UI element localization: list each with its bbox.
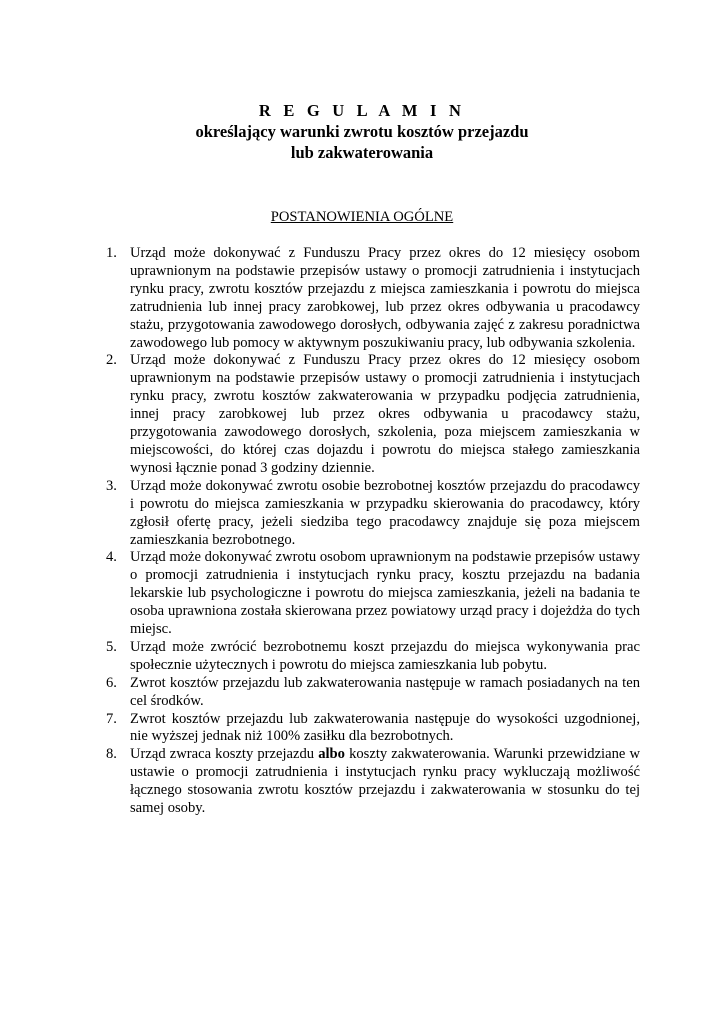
document-subtitle-line-1: określający warunki zwrotu kosztów przejazdu: [195, 122, 529, 141]
list-item: [106, 675, 640, 711]
list-item-text: [130, 746, 640, 818]
list-item-text: Urząd może dokonywać z Funduszu Pracy przez okres do 12 miesięcy osobom uprawnionym na podstawie przepisów ustawy o promocji zatrudnienia i instytucjach rynku pracy, zwrotu kosztów zakwaterowania w przypadku podjęcia zatrudnienia, innej pracy zarobkowej lub przez okres odbywania u pracodawcy stażu, przygotowania zawodowego dorosłych, szkolenia, poza miejscem zamieszkania w miejscowości, do której czas dojazdu i powrotu do miejsca stałego zamieszkania wynosi łącznie ponad 3 godziny dziennie.: [130, 352, 640, 476]
list-item: [106, 245, 640, 352]
rule-text-emphasis: albo: [318, 746, 345, 763]
rule-text-before: Urząd zwraca koszty przejazdu: [130, 746, 319, 763]
list-item: [106, 639, 640, 675]
list-item: [106, 746, 640, 818]
list-item-text: Urząd może dokonywać zwrotu osobom uprawnionym na podstawie przepisów ustawy o promocji zatrudnienia i instytucjach rynku pracy, kosztu przejazdu na badania lekarskie lub psychologiczne i powrotu do miejsca zamieszkania, jeżeli na badania te osoba uprawniona została skierowana przez powiatowy urząd pracy i dojeżdża do tych miejsc.: [130, 549, 640, 638]
list-item-number: 7.: [106, 710, 117, 727]
list-item-text: Urząd może zwrócić bezrobotnemu koszt przejazdu do miejsca wykonywania prac społecznie użytecznych i powrotu do miejsca zamieszkania lub pobytu.: [130, 638, 640, 673]
rules-list: [106, 245, 640, 818]
list-item-number: 6.: [106, 674, 117, 691]
list-item: [106, 478, 640, 550]
document-subtitle-line-2: lub zakwaterowania: [290, 143, 434, 162]
list-item-number: 8.: [106, 746, 117, 763]
title-block: [0, 100, 724, 163]
document-title: R E G U L A M I N: [258, 101, 466, 120]
list-item: [106, 352, 640, 477]
list-item-number: 2.: [106, 352, 117, 369]
list-item-number: 4.: [106, 549, 117, 566]
list-item: [106, 711, 640, 747]
list-item-text: Urząd może dokonywać z Funduszu Pracy przez okres do 12 miesięcy osobom uprawnionym na podstawie przepisów ustawy o promocji zatrudnienia i instytucjach rynku pracy, zwrotu kosztów przejazdu z miejsca zamieszkania i powrotu do miejsca zatrudnienia lub innej pracy zarobkowej, lub przez okres odbywania u pracodawcy stażu, przygotowania zawodowego dorosłych, odbywania zajęć z zakresu poradnictwa zawodowego lub pomocy w aktywnym poszukiwaniu pracy, lub odbywania szkolenia.: [130, 245, 640, 351]
list-item-number: 3.: [106, 477, 117, 494]
section-heading: POSTANOWIENIA OGÓLNE: [270, 209, 454, 225]
list-item-text: Zwrot kosztów przejazdu lub zakwaterowania następuje do wysokości uzgodnionej, nie wyższej jednak niż 100% zasiłku dla bezrobotnych.: [130, 710, 640, 745]
list-item-number: 5.: [106, 638, 117, 655]
list-item-text: Zwrot kosztów przejazdu lub zakwaterowania następuje w ramach posiadanych na ten cel środków.: [130, 674, 640, 709]
list-item-text: Urząd może dokonywać zwrotu osobie bezrobotnej kosztów przejazdu do pracodawcy i powrotu do miejsca zamieszkania w przypadku skierowania do pracodawcy, który zgłosił ofertę pracy, jeżeli siedziba tego pracodawcy znajduje się poza miejscem zamieszkania bezrobotnego.: [130, 477, 640, 548]
rule-text-after: koszty zakwaterowania. Warunki przewidziane w ustawie o promocji zatrudnienia i instytucjach rynku pracy wykluczają możliwość łącznego stosowania zwrotu kosztów przejazdu i zakwaterowania w stosunku do tej samej osoby.: [130, 746, 640, 817]
list-item: [106, 549, 640, 639]
list-item-number: 1.: [106, 245, 117, 261]
